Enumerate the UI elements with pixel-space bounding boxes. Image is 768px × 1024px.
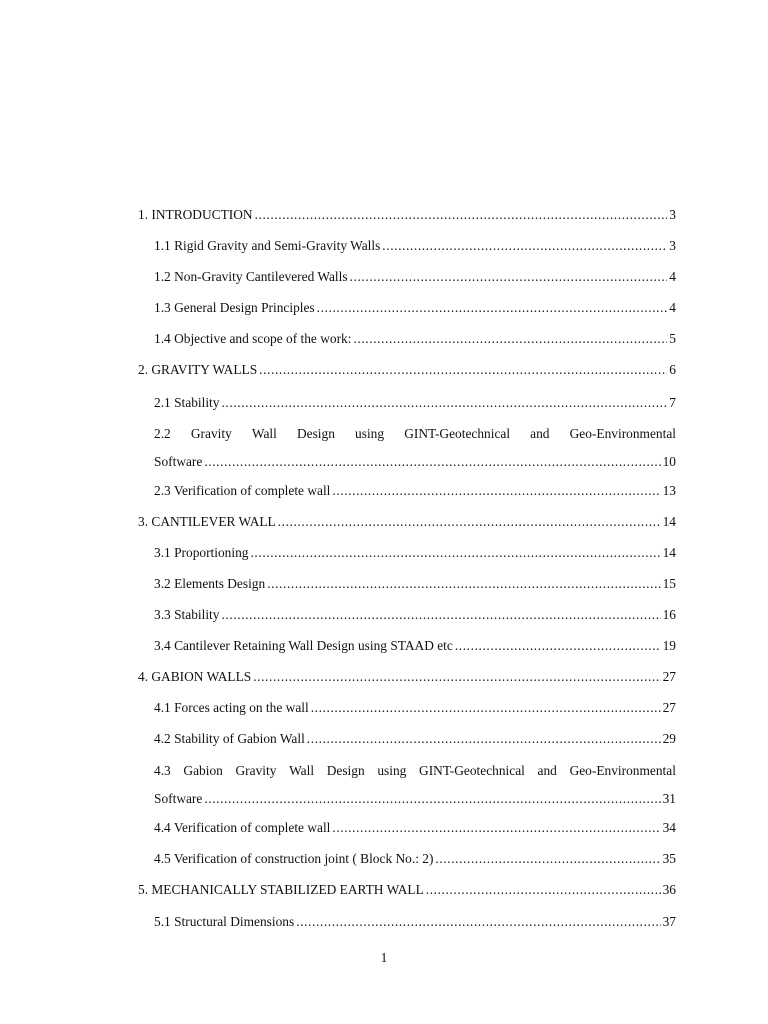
toc-entry-title: 2.1 Stability xyxy=(154,395,220,410)
dot-leader xyxy=(435,850,660,868)
dot-leader xyxy=(204,790,660,808)
toc-entry-title: 2. GRAVITY WALLS xyxy=(138,362,258,377)
toc-entry-page: 37 xyxy=(662,914,676,929)
toc-entry-gabion-walls[interactable] xyxy=(138,668,676,686)
dot-leader xyxy=(278,513,661,531)
toc-entry-title: 5. MECHANICALLY STABILIZED EARTH WALL xyxy=(138,882,424,897)
dot-leader xyxy=(353,330,667,348)
toc-entry-mse-wall[interactable] xyxy=(138,881,676,899)
toc-entry-page: 29 xyxy=(662,731,676,746)
title-word: Geo-Environmental xyxy=(569,426,676,441)
toc-entry-1-2[interactable] xyxy=(154,268,676,286)
toc-entry-title: 4. GABION WALLS xyxy=(138,669,252,684)
toc-entry-page: 19 xyxy=(662,638,676,653)
toc-entry-page: 31 xyxy=(662,791,676,806)
toc-entry-page: 3 xyxy=(669,238,676,253)
title-word: Wall xyxy=(251,426,277,441)
dot-leader xyxy=(250,544,660,562)
toc-entry-title: 3.2 Elements Design xyxy=(154,576,266,591)
toc-entry-title-line xyxy=(154,425,676,443)
toc-entry-page: 27 xyxy=(662,700,676,715)
dot-leader xyxy=(307,730,661,748)
toc-entry-title: 3.3 Stability xyxy=(154,607,220,622)
title-word: Design xyxy=(296,426,335,441)
dot-leader xyxy=(259,361,667,379)
toc-entry-page: 14 xyxy=(662,514,676,529)
title-word: 4.3 xyxy=(154,763,171,778)
toc-entry-page: 4 xyxy=(669,300,676,315)
toc-entry-1-4[interactable] xyxy=(154,330,676,348)
toc-entry-page: 15 xyxy=(662,576,676,591)
toc-entry-page: 5 xyxy=(669,331,676,346)
toc-entry-title: 1.2 Non-Gravity Cantilevered Walls xyxy=(154,269,348,284)
toc-entry-1-1[interactable] xyxy=(154,237,676,255)
toc-entry-page: 10 xyxy=(662,454,676,469)
toc-entry-4-2[interactable] xyxy=(154,730,676,748)
toc-entry-3-3[interactable] xyxy=(154,606,676,624)
dot-leader xyxy=(221,606,660,624)
toc-entry-page: 6 xyxy=(669,362,676,377)
toc-entry-title: 4.5 Verification of construction joint ( Block No.: 2) xyxy=(154,851,434,866)
toc-entry-page: 7 xyxy=(669,395,676,410)
title-word: using xyxy=(355,426,385,441)
toc-entry-title-line xyxy=(154,762,676,780)
dot-leader xyxy=(296,913,660,931)
dot-leader xyxy=(221,394,667,412)
toc-entry-title-cont: Software xyxy=(154,454,203,469)
toc-entry-3-2[interactable] xyxy=(154,575,676,593)
title-word: Geo-Environmental xyxy=(569,763,676,778)
toc-entry-4-1[interactable] xyxy=(154,699,676,717)
toc-entry-title: 5.1 Structural Dimensions xyxy=(154,914,295,929)
toc-entry-2-1[interactable] xyxy=(154,394,676,412)
toc-entry-3-4[interactable] xyxy=(154,637,676,655)
dot-leader xyxy=(253,668,660,686)
title-word: Gabion xyxy=(183,763,223,778)
page-number: 1 xyxy=(380,950,388,965)
toc-entry-title: 1. INTRODUCTION xyxy=(138,207,253,222)
title-word: 2.2 xyxy=(154,426,171,441)
toc-entry-title: 3. CANTILEVER WALL xyxy=(138,514,276,529)
toc-entry-title: 4.4 Verification of complete wall xyxy=(154,820,331,835)
toc-entry-page: 13 xyxy=(662,483,676,498)
toc-entry-page: 34 xyxy=(662,820,676,835)
title-word: and xyxy=(530,426,550,441)
toc-entry-3-1[interactable] xyxy=(154,544,676,562)
dot-leader xyxy=(332,482,660,500)
toc-entry-title: 4.1 Forces acting on the wall xyxy=(154,700,309,715)
title-word: GINT-Geotechnical xyxy=(419,763,525,778)
toc-entry-4-4[interactable] xyxy=(154,819,676,837)
toc-entry-title: 1.3 General Design Principles xyxy=(154,300,315,315)
table-of-contents xyxy=(138,0,676,1024)
toc-entry-page: 35 xyxy=(662,851,676,866)
toc-entry-5-1[interactable] xyxy=(154,913,676,931)
dot-leader xyxy=(426,881,661,899)
dot-leader xyxy=(311,699,661,717)
dot-leader xyxy=(204,453,660,471)
toc-entry-page: 36 xyxy=(662,882,676,897)
toc-entry-title: 3.4 Cantilever Retaining Wall Design using STAAD etc xyxy=(154,638,453,653)
toc-entry-page: 4 xyxy=(669,269,676,284)
toc-entry-page: 14 xyxy=(662,545,676,560)
toc-entry-1-3[interactable] xyxy=(154,299,676,317)
toc-entry-4-5[interactable] xyxy=(154,850,676,868)
toc-entry-page: 3 xyxy=(669,207,676,222)
toc-entry-2-3[interactable] xyxy=(154,482,676,500)
toc-entry-4-3[interactable] xyxy=(154,762,676,808)
title-word: using xyxy=(377,763,407,778)
title-word: Gravity xyxy=(190,426,232,441)
toc-entry-page: 16 xyxy=(662,607,676,622)
toc-entry-cantilever-wall[interactable] xyxy=(138,513,676,531)
title-word: GINT-Geotechnical xyxy=(404,426,511,441)
title-word: Gravity xyxy=(235,763,277,778)
toc-entry-title: 3.1 Proportioning xyxy=(154,545,249,560)
dot-leader xyxy=(255,206,668,224)
dot-leader xyxy=(455,637,661,655)
toc-entry-page: 27 xyxy=(662,669,676,684)
dot-leader xyxy=(332,819,660,837)
dot-leader xyxy=(382,237,667,255)
title-word: Design xyxy=(326,763,365,778)
title-word: and xyxy=(537,763,557,778)
toc-entry-title: 1.4 Objective and scope of the work: xyxy=(154,331,352,346)
title-word: Wall xyxy=(289,763,315,778)
toc-entry-title-cont: Software xyxy=(154,791,203,806)
toc-entry-introduction[interactable] xyxy=(138,206,676,224)
toc-entry-title: 2.3 Verification of complete wall xyxy=(154,483,331,498)
toc-entry-title: 1.1 Rigid Gravity and Semi-Gravity Walls xyxy=(154,238,381,253)
toc-entry-2-2[interactable] xyxy=(154,425,676,471)
toc-entry-gravity-walls[interactable] xyxy=(138,361,676,379)
toc-entry-title: 4.2 Stability of Gabion Wall xyxy=(154,731,305,746)
dot-leader xyxy=(350,268,668,286)
dot-leader xyxy=(317,299,668,317)
dot-leader xyxy=(267,575,660,593)
